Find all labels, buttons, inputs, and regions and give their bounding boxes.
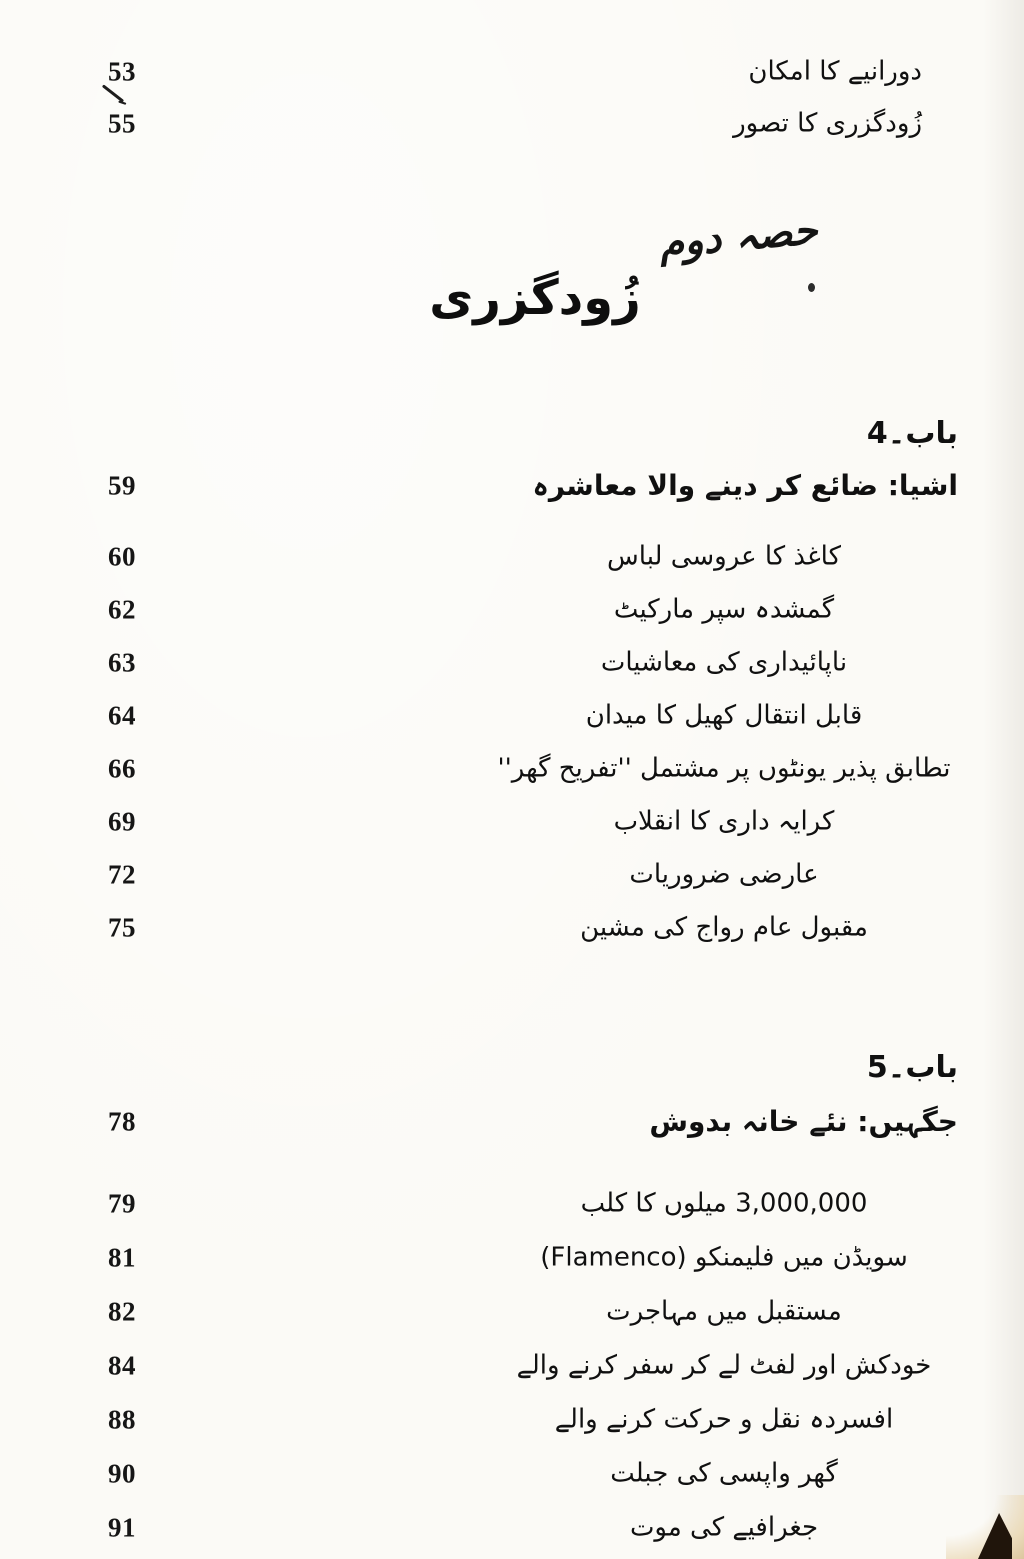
page-number: 79 [108, 1188, 136, 1219]
page-number: 53 [108, 56, 136, 87]
chapter-heading: باب۔5 [866, 1050, 958, 1085]
toc-row [0, 745, 1024, 793]
page-number: 78 [108, 1106, 136, 1137]
toc-entry-title: تطابق پذیر یونٹوں پر مشتمل ''تفریح گھر'' [497, 753, 951, 784]
toc-row [0, 904, 1024, 952]
toc-entry-title: جغرافیے کی موت [629, 1512, 819, 1543]
page-curl-dark [978, 1513, 1012, 1559]
toc-row [0, 100, 1024, 148]
page-number: 62 [108, 594, 136, 625]
page-number: 66 [108, 753, 136, 784]
toc-row [0, 692, 1024, 740]
toc-entry-title: عارضی ضروریات [629, 859, 819, 890]
toc-row [0, 586, 1024, 634]
page-number: 81 [108, 1242, 136, 1273]
part-title: زُودگزری [429, 270, 641, 326]
toc-row [0, 1504, 1024, 1552]
toc-row [0, 1234, 1024, 1282]
toc-entry-title: مستقبل میں مہاجرت [606, 1296, 842, 1327]
page-number: 72 [108, 859, 136, 890]
page-number: 64 [108, 700, 136, 731]
toc-entry-title: دورانیے کا امکان [748, 56, 922, 87]
toc-row [0, 462, 1024, 510]
toc-entry-title: قابل انتقال کھیل کا میدان [585, 700, 863, 731]
toc-row [0, 639, 1024, 687]
page-number: 63 [108, 647, 136, 678]
toc-row [0, 1180, 1024, 1228]
page-number: 91 [108, 1512, 136, 1543]
toc-entry-title: 3,000,000 میلوں کا کلب [580, 1188, 868, 1219]
page-number: 90 [108, 1458, 136, 1489]
toc-row [0, 1044, 1024, 1092]
toc-row [0, 1288, 1024, 1336]
toc-entry-title: افسردہ نقل و حرکت کرنے والے [554, 1404, 894, 1435]
toc-entry-title: جگہیں: نئے خانہ بدوش [649, 1105, 958, 1139]
page-number: 69 [108, 806, 136, 837]
toc-row [0, 1342, 1024, 1390]
toc-row [0, 851, 1024, 899]
toc-entry-title: کاغذ کا عروسی لباس [607, 541, 841, 572]
toc-entry-title: اشیا: ضائع کر دینے والا معاشرہ [532, 469, 958, 503]
toc-entry-title: زُودگزری کا تصور [733, 108, 922, 139]
toc-row [0, 1098, 1024, 1146]
ink-dot [808, 283, 815, 292]
page-number: 75 [108, 912, 136, 943]
toc-entry-title: گمشدہ سپر مارکیٹ [613, 594, 835, 625]
page-number: 88 [108, 1404, 136, 1435]
toc-entry-title: سویڈن میں فلیمنکو (Flamenco) [540, 1242, 908, 1273]
page-number: 59 [108, 470, 136, 501]
toc-entry-title: گھر واپسی کی جبلت [610, 1458, 838, 1489]
chapter-heading: باب۔4 [866, 416, 958, 451]
toc-entry-title: مقبول عام رواج کی مشین [580, 912, 868, 943]
toc-entry-title: ناپائیداری کی معاشیات [600, 647, 848, 678]
toc-row [0, 1396, 1024, 1444]
toc-row [0, 533, 1024, 581]
page-number: 60 [108, 541, 136, 572]
page-number: 84 [108, 1350, 136, 1381]
toc-row [0, 798, 1024, 846]
toc-entry-title: کرایہ داری کا انقلاب [613, 806, 835, 837]
page-number: 82 [108, 1296, 136, 1327]
page-number: 55 [108, 108, 136, 139]
part-label: حصہ دوم [657, 207, 820, 267]
toc-row [0, 1450, 1024, 1498]
toc-entry-title: خودکش اور لفٹ لے کر سفر کرنے والے [516, 1350, 932, 1381]
page-curl-shadow [946, 1495, 1024, 1559]
toc-row [0, 410, 1024, 458]
toc-row [0, 48, 1024, 96]
